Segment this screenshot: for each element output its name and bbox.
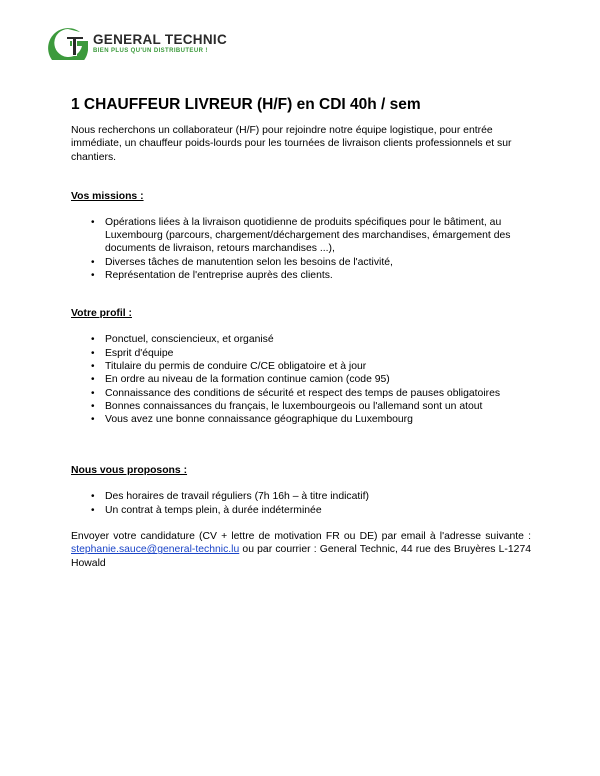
profile-list bbox=[71, 333, 531, 426]
job-title: 1 CHAUFFEUR LIVREUR (H/F) en CDI 40h / sem bbox=[71, 96, 421, 113]
list-item: • Titulaire du permis de conduire C/CE obligatoire et à jour bbox=[71, 360, 531, 373]
application-email-link[interactable]: stephanie.sauce@general-technic.lu bbox=[71, 544, 240, 556]
company-name: GENERAL TECHNIC bbox=[93, 31, 228, 47]
list-item: • En ordre au niveau de la formation continue camion (code 95) bbox=[71, 373, 531, 386]
list-item: • Bonnes connaissances du français, le luxembourgeois ou l'allemand sont un atout bbox=[71, 400, 531, 413]
list-item: • Ponctuel, consciencieux, et organisé bbox=[71, 333, 531, 346]
list-item: • Représentation de l'entreprise auprès des clients. bbox=[71, 269, 531, 282]
offer-list bbox=[71, 490, 531, 517]
list-item: • Un contrat à temps plein, à durée indéterminée bbox=[71, 504, 531, 517]
list-item: • Des horaires de travail réguliers (7h 16h – à titre indicatif) bbox=[71, 490, 531, 503]
missions-list bbox=[71, 216, 531, 282]
offer-heading: Nous vous proposons : bbox=[71, 465, 188, 477]
missions-heading: Vos missions : bbox=[71, 190, 144, 202]
application-instructions bbox=[71, 530, 531, 570]
profile-heading: Votre profil : bbox=[71, 308, 132, 320]
apply-text-after: ou par courrier : General Technic, 44 rue des Bruyères L-1274 Howald bbox=[71, 544, 531, 569]
list-item: • Diverses tâches de manutention selon les besoins de l'activité, bbox=[71, 256, 531, 269]
job-posting bbox=[71, 96, 531, 570]
company-logo bbox=[48, 26, 227, 60]
gt-logo-icon bbox=[48, 26, 88, 60]
company-tagline: BIEN PLUS QU'UN DISTRIBUTEUR ! bbox=[93, 47, 208, 54]
list-item: • Opérations liées à la livraison quotidienne de produits spécifiques pour le bâtiment, au Luxembourg (parcours, chargement/déchargement des marchandises, émargement des documents de livraison, retours marchandises ...), bbox=[71, 216, 531, 256]
apply-text-before: Envoyer votre candidature (CV + lettre de motivation FR ou DE) par email à l'adresse suivante : bbox=[71, 531, 531, 543]
list-item: • Esprit d'équipe bbox=[71, 347, 531, 360]
list-item: • Vous avez une bonne connaissance géographique du Luxembourg bbox=[71, 413, 531, 426]
list-item: • Connaissance des conditions de sécurité et respect des temps de pauses obligatoires bbox=[71, 387, 531, 400]
job-intro: Nous recherchons un collaborateur (H/F) pour rejoindre notre équipe logistique, pour entrée immédiate, un chauffeur poids-lourds pour les tournées de livraison clients professionnels et sur chantiers. bbox=[71, 125, 512, 163]
